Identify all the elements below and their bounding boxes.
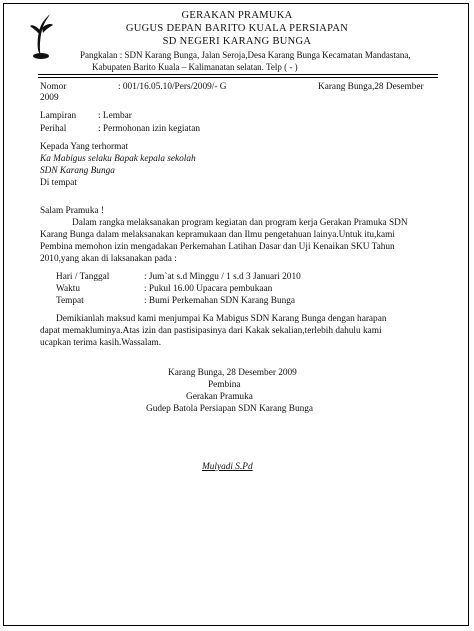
- org-title: GERAKAN PRAMUKA: [181, 10, 293, 21]
- header-rule-top: [38, 74, 438, 75]
- schedule-value-day: : Jum`at s.d Minggu / 1 s.d 3 Januari 2010: [144, 272, 301, 282]
- paragraph-2-line-2: dapat memakluminya.Atas izin dan pastisipasinya dari Kakak sekalian,terlebih dahulu kami: [40, 326, 382, 336]
- signature-org: Gerakan Pramuka: [186, 392, 253, 402]
- signature-place-date: Karang Bunga, 28 Desember 2009: [168, 368, 297, 378]
- perihal-label: Perihal: [40, 124, 67, 134]
- signature-role: Pembina: [208, 380, 241, 390]
- paragraph-1-line-3: Pembina memohon izin mengadakan Perkemahan Latihan Dasar dan Uji Kenaikan SKU Tahun: [40, 242, 395, 252]
- recipient-line-2: Ka Mabigus selaku Bapak kepala sekolah: [40, 154, 196, 164]
- schedule-value-time: : Pukul 16.00 Upacara pembukaan: [144, 284, 273, 294]
- recipient-line-3: SDN Karang Bunga: [40, 166, 115, 176]
- recipient-line-4: Di tempat: [40, 178, 77, 188]
- school-title: SD NEGERI KARANG BUNGA: [162, 36, 312, 47]
- perihal-value: : Permohonan izin kegiatan: [98, 124, 200, 134]
- address-line-2: Kabupaten Barito Kuala – Kalimanatan selatan. Telp ( - ): [92, 62, 298, 72]
- paragraph-1-line-2: Karang Bunga dalam melaksanakan kepramukaan dan Ilmu pengetahuan lainya.Untuk itu,kami: [40, 230, 395, 240]
- gugus-title: GUGUS DEPAN BARITO KUALA PERSIAPAN: [125, 23, 349, 34]
- lampiran-label: Lampiran: [40, 111, 77, 121]
- lampiran-value: : Lembar: [98, 111, 132, 121]
- address-line-1: Pangkalan : SDN Karang Bunga, Jalan Seroja,Desa Karang Bunga Kecamatan Mandastana,: [80, 50, 411, 60]
- paragraph-2-line-1: Demikianlah maksud kami menjumpai Ka Mabigus SDN Karang Bunga dengan harapan: [56, 314, 387, 324]
- signer-name: Mulyadi S.Pd: [202, 462, 253, 472]
- paragraph-2-line-3: ucapkan terima kasih.Wassalam.: [40, 338, 162, 348]
- schedule-value-place: : Bumi Perkemahan SDN Karang Bunga: [144, 296, 296, 306]
- schedule-label-day: Hari / Tanggal: [56, 272, 110, 282]
- recipient-line-1: Kepada Yang terhormat: [40, 142, 129, 152]
- nomor-value: : 001/16.05.10/Pers/2009/- G: [118, 82, 227, 92]
- schedule-label-place: Tempat: [56, 296, 84, 306]
- header-rule-bottom: [38, 77, 438, 78]
- paragraph-1-line-1: Dalam rangka melaksanakan program kegiatan dan program kerja Gerakan Pramuka SDN: [72, 218, 408, 228]
- letter-date: Karang Bunga,28 Desember: [318, 82, 424, 92]
- nomor-label: Nomor: [40, 82, 67, 92]
- greeting: Salam Pramuka !: [40, 206, 105, 216]
- schedule-label-time: Waktu: [56, 284, 81, 294]
- signature-unit: Gudep Batola Persiapan SDN Karang Bunga: [146, 404, 314, 414]
- paragraph-1-line-4: 2010,yang akan di laksanakan pada :: [40, 254, 177, 264]
- letter-year: 2009: [40, 93, 59, 103]
